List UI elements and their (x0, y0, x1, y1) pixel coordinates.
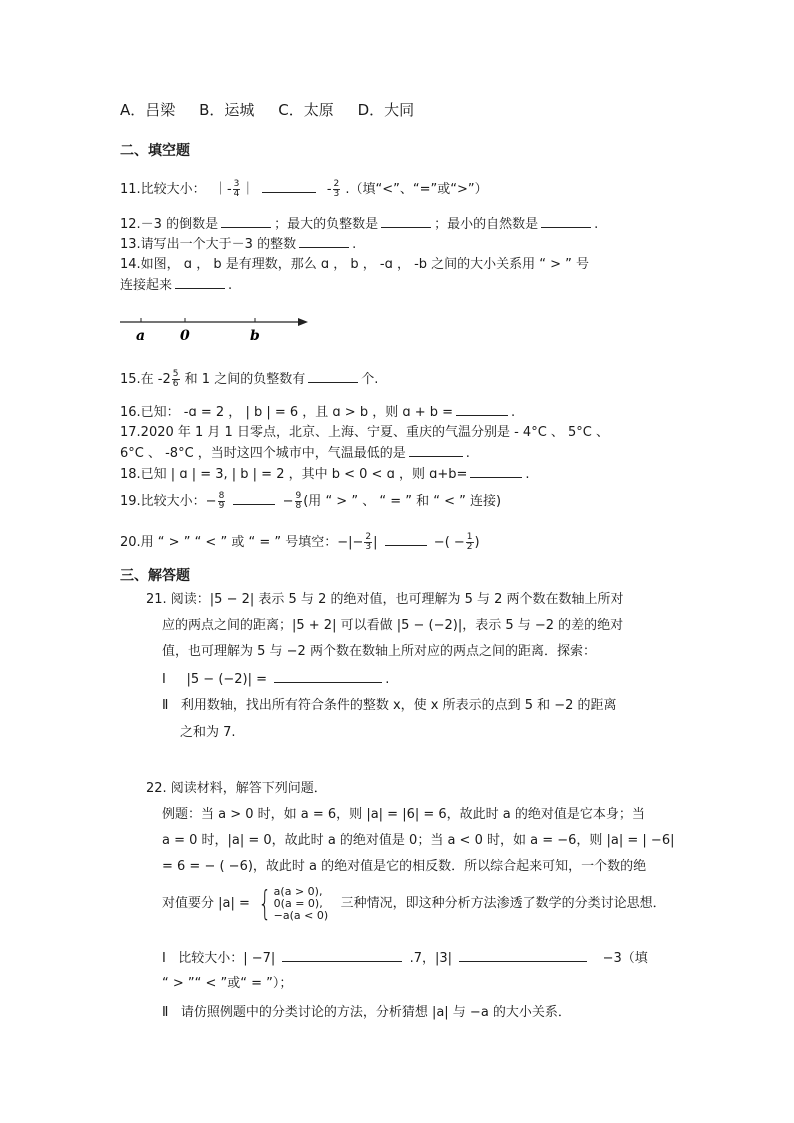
q14-connect-text: 连接起来 (120, 278, 173, 293)
choice-a: A．吕梁 (120, 101, 176, 119)
q21-part1-expr: |5 − (−2)| = (186, 672, 268, 687)
question-22-line-3: = 6 = − ( −6)，故此时 a 的绝对值是它的相反数．所以综合起来可知，一个数的绝 (162, 859, 647, 874)
label-a: a (136, 328, 146, 344)
q11-abs-left: ｜- (213, 182, 232, 197)
q12-blank-3[interactable] (541, 215, 591, 228)
q22-case-3: −a(a < 0) (273, 909, 329, 922)
q17-blank[interactable] (409, 444, 463, 457)
q19-fraction-2: $\frac{9}{8}$ (295, 491, 302, 511)
question-22-line-4 (162, 886, 666, 922)
question-15 (120, 370, 378, 389)
q20-blank[interactable] (385, 533, 427, 546)
q18-blank[interactable] (470, 465, 522, 478)
q12-blank-2[interactable] (381, 215, 431, 228)
q17-text: 6°C 、 -8°C ，当时这四个城市中，气温最低的是 (120, 446, 406, 461)
question-16 (120, 403, 515, 422)
q22-blank-2[interactable] (459, 949, 587, 962)
q15-fraction: $\frac{5}{6}$ (172, 369, 179, 389)
q20-abs-right: | (373, 535, 378, 550)
q12-end: . (594, 217, 599, 232)
q17-end: . (465, 446, 470, 461)
q19-suffix: (用 “ > ” 、 “ = ” 和 “ < ” 连接) (303, 494, 502, 509)
q21-part1-label: Ⅰ (162, 672, 166, 687)
q22-blank-1[interactable] (282, 949, 402, 962)
q18-text: 18.已知 | ɑ | = 3, | b | = 2 ，其中 b < 0 < ɑ ，则 ɑ+b= (120, 467, 468, 482)
q20-paren-close: ) (474, 535, 480, 550)
q14-blank[interactable] (175, 276, 225, 289)
q14-end: . (228, 278, 233, 293)
question-18 (120, 465, 530, 484)
question-22-title: 22. 阅读材料，解答下列问题． (146, 781, 327, 796)
q22-part2-text: 请仿照例题中的分类讨论的方法，分析猜想 |a| 与 −a 的大小关系． (180, 1005, 571, 1020)
question-14-line-2 (120, 276, 232, 295)
choice-c: C．太原 (278, 101, 334, 119)
question-12 (120, 215, 598, 234)
number-line-figure (116, 312, 316, 344)
q15-prefix: 15.在 -2 (120, 372, 171, 387)
q19-neg: − (282, 494, 294, 509)
label-b: b (250, 328, 260, 344)
label-0: 0 (180, 328, 190, 344)
q20-fraction-1: $\frac{2}{3}$ (365, 532, 372, 552)
q12-blank-1[interactable] (221, 215, 271, 228)
question-22-line-2: a = 0 时，|a| = 0，故此时 a 的绝对值是 0；当 a < 0 时，如 a = −6，则 |a| = | −6| (162, 833, 675, 848)
q11-abs-right: ｜ (241, 182, 255, 197)
q16-blank[interactable] (456, 403, 508, 416)
section-title-solve: 三、解答题 (120, 568, 190, 584)
q21-part2-text: 利用数轴，找出所有符合条件的整数 x，使 x 所表示的点到 5 和 −2 的距离 (180, 698, 617, 713)
question-21-part-1 (162, 670, 389, 689)
section-title-fill-in: 二、填空题 (120, 143, 190, 159)
q21-part2-label: Ⅱ (162, 698, 169, 713)
q19-fraction-1: $\frac{8}{9}$ (218, 491, 225, 511)
q22-part1-b: .7，|3| (409, 951, 453, 966)
q22-part2-label: Ⅱ (162, 1005, 169, 1020)
q13-text: 13.请写出一个大于－3 的整数 (120, 237, 297, 252)
question-21-line-1: 21. 阅读：|5 − 2| 表示 5 与 2 的绝对值，也可理解为 5 与 2 两个数在数轴上所对 (146, 592, 624, 607)
q22-case-2: 0(a = 0), (273, 897, 323, 910)
q13-end: . (352, 237, 357, 252)
question-21-part-2-line-2: 之和为 7. (180, 725, 236, 740)
q16-text: 16.已知： -ɑ = 2 ， | b | = 6 ，且 ɑ > b ，则 ɑ + b = (120, 405, 454, 420)
question-20 (120, 533, 480, 552)
question-19 (120, 492, 501, 511)
q16-end: . (511, 405, 516, 420)
q11-fraction-2: $\frac{2}{3}$ (333, 179, 340, 199)
q22-abs-def-prefix: 对值要分 |a| = (162, 896, 250, 911)
q11-prefix: 11.比较大小： (120, 182, 206, 197)
question-21-line-2: 应的两点之间的距离；|5 + 2| 可以看做 |5 − (−2)|，表示 5 与 −2 的差的绝对 (162, 618, 624, 633)
choice-d: D．大同 (357, 101, 415, 119)
q11-fraction-1: $\frac{3}{4}$ (233, 179, 240, 199)
q22-part1-c: −3（填 (602, 951, 648, 966)
question-21-line-3: 值，也可理解为 5 与 −2 两个数在数轴上所对应的两点之间的距离．探索： (162, 644, 596, 659)
question-17-line-2 (120, 444, 470, 463)
number-line-arrow-icon (298, 318, 308, 326)
q12-part-1: 12.－3 的倒数是 (120, 217, 219, 232)
q22-brace: { (258, 884, 272, 924)
q13-blank[interactable] (299, 235, 349, 248)
q15-text: 和 1 之间的负整数有 (184, 372, 306, 387)
question-14-line-1: 14.如图， ɑ ， b 是有理数，那么 ɑ ， b ， -ɑ ， -b 之间的大小关系用 “ > ” 号 (120, 257, 590, 272)
q12-part-3: ；最小的自然数是 (434, 217, 539, 232)
q19-prefix: 19.比较大小：− (120, 494, 217, 509)
question-22-part-2 (162, 1004, 571, 1022)
q11-answer-blank[interactable] (262, 180, 316, 193)
question-22-line-1: 例题：当 a > 0 时，如 a = 6，则 |a| = |6| = 6，故此时 a 的绝对值是它本身；当 (162, 807, 645, 822)
answer-choices (120, 101, 414, 119)
q21-part1-end: . (385, 672, 390, 687)
question-21-part-2 (162, 697, 617, 715)
q20-fraction-2: $\frac{1}{2}$ (466, 532, 473, 552)
q15-end: 个. (361, 372, 379, 387)
q20-paren-open: −( − (433, 535, 465, 550)
question-17-line-1: 17.2020 年 1 月 1 日零点，北京、上海、宁夏、重庆的气温分别是 - 4°C 、 5°C 、 (120, 425, 610, 440)
choice-b: B．运城 (199, 101, 255, 119)
question-22-part-1 (162, 949, 648, 968)
q11-suffix: .（填“<”、“=”或“>”） (345, 182, 488, 197)
q22-part1-label: Ⅰ (162, 951, 166, 966)
question-13 (120, 235, 356, 254)
question-22-part-1-line-2: “ > ”“ < ”或“ = ”）； (162, 976, 293, 991)
q19-blank[interactable] (233, 492, 275, 505)
q11-neg: - (326, 182, 332, 197)
q21-part1-blank[interactable] (274, 670, 382, 683)
q22-piecewise-cases (274, 886, 329, 922)
q15-blank[interactable] (308, 370, 358, 383)
q18-end: . (525, 467, 530, 482)
q20-prefix: 20.用 “ > ” “ < ” 或 “ = ” 号填空：−|− (120, 535, 364, 550)
q22-part1-a: 比较大小：| −7| (178, 951, 276, 966)
q12-part-2: ；最大的负整数是 (274, 217, 379, 232)
q22-abs-def-suffix: 三种情况，即这种分析方法渗透了数学的分类讨论思想． (340, 896, 666, 911)
question-11 (120, 180, 488, 199)
q22-case-1: a(a > 0), (273, 885, 323, 898)
